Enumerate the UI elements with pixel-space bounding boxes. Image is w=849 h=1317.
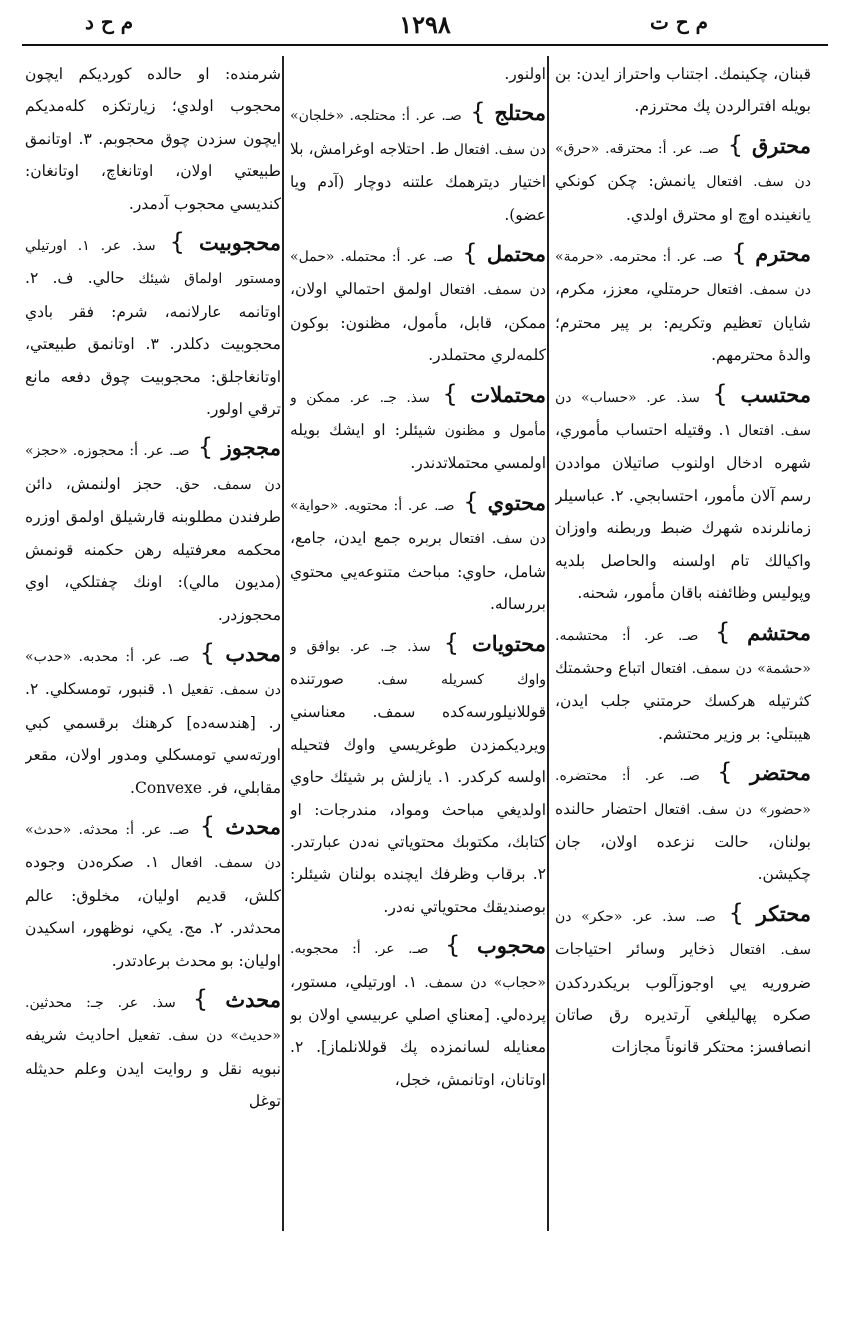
- entry-headword: محتمل: [486, 241, 546, 267]
- entry-etymology: صـ. عر. أ: محتلجه. «خلجان» دن سف. افتعال: [290, 108, 546, 158]
- brace-glyph: }: [454, 487, 488, 516]
- entry-definition: حجز اولنمش، دائن طرفندن مطلوبنه قارشيلق اولمق اوزره محكمه معرفتيله رهن حكمنه قونمش (مديون مالي): اونك چفتلكي، اوي محجوزدر.: [25, 474, 281, 624]
- brace-glyph: }: [715, 898, 757, 927]
- dictionary-entry: [290, 627, 546, 924]
- entry-etymology: صـ. عر. أ: محجوزه. «حجز» دن سمف. حق.: [25, 443, 281, 493]
- brace-glyph: }: [189, 638, 226, 667]
- dictionary-entry: [555, 756, 811, 891]
- dictionary-entry: [555, 58, 811, 123]
- entry-headword: محترق: [751, 132, 811, 158]
- entry-headword: محترم: [755, 241, 811, 267]
- brace-glyph: }: [718, 130, 752, 159]
- entry-headword: محدث: [225, 986, 281, 1012]
- entry-definition: اولمق احتمالي اولان، ممكن، قابل، مأمول، مظنون: بوكون كلمه‌لري محتملدر.: [290, 280, 546, 365]
- page-number: ١٢٩٨: [399, 10, 451, 39]
- brace-glyph: }: [175, 984, 226, 1013]
- entry-definition: قبنان، چکینمك. اجتناب واحتراز ايدن: بن بويله افترالردن پك محترزم.: [555, 65, 811, 116]
- entry-headword: محتضر: [750, 760, 811, 786]
- dictionary-entry: [25, 637, 281, 804]
- entry-definition: ١. صكره‌دن وجوده كلش، قديم اوليان، مخلوق: عالم محدثدر. ٢. مج. يكي، نوظهور، اسكيدن اوليان: بو محدث برعادتدر.: [25, 853, 281, 970]
- brace-glyph: }: [722, 239, 756, 268]
- entry-headword: محتشم: [747, 619, 811, 645]
- entry-definition: شرمنده: او حالده كورديكم ايچون محجوب اولدي؛ زيارتكزه كله‌مديكم ايچون سزدن چوق محجوبم. ٣. اوتانمق طبيعتي اولان، اوتانغاچ، اوتانغان: كنديسي محجوب آدمدر.: [25, 65, 281, 213]
- column-divider-right: [547, 56, 549, 1231]
- dictionary-entry: [555, 237, 811, 372]
- dictionary-entry: [290, 58, 546, 90]
- brace-glyph: }: [453, 239, 487, 268]
- entry-etymology: سذ. عر. جـ: محدثين. «حديث» دن سف. تفعيل: [25, 994, 281, 1045]
- entry-headword: محجوبيت: [198, 230, 281, 256]
- entry-etymology: صـ. عر. أ: محدثه. «حدث» دن سمف. افعال: [25, 821, 281, 872]
- entry-etymology: سذ. عر. ١. اورتيلي ومستور اولماق شيئك: [25, 238, 281, 288]
- entry-etymology: صـ. عر. أ: محدبه. «حدب» دن سمف. تفعيل: [25, 648, 281, 699]
- brace-glyph: }: [155, 228, 199, 257]
- entry-headword: محتملات: [470, 381, 546, 407]
- entry-definition: احتضار حالنده بولنان، حالت نزعده اولان، جان چكيشن.: [555, 799, 811, 884]
- dictionary-entry: [555, 897, 811, 1064]
- brace-glyph: }: [699, 379, 741, 408]
- entry-headword: محدث: [225, 813, 281, 839]
- column-divider-left: [282, 56, 284, 1231]
- entry-definition: حرمتلي، معزز، مكرم، شايان تعظيم وتكريم: بر پير محترم؛ والدهٔ محترمهم.: [555, 280, 811, 365]
- entry-definition: اولنور.: [504, 65, 546, 83]
- entry-definition: ذخاير وسائر احتياجات ضروريه يي اوجوزآلوب بريكدردكدن صكره پهاليلغي آرتديره رق صاتان انصافسز: محتكر قانوناً مجازات: [555, 940, 811, 1057]
- brace-glyph: }: [699, 758, 751, 787]
- column-left: [25, 58, 281, 1238]
- dictionary-entry: [290, 486, 546, 621]
- entry-definition: اتباع وحشمتك كثرتيله هركسك حرمتني جلب ايدن، هيبتلي: بر وزير محتشم.: [555, 658, 811, 743]
- header-left-guide: م ح د: [85, 10, 134, 34]
- entry-definition: ١. اورتيلي، مستور، پرده‌لي. [معناي اصلي عربيسي اولان بو معنايله لسانمزده پك قوللانلماز]. ٢. اوتانان، اوتانمش، خجل،: [290, 972, 546, 1089]
- brace-glyph: }: [698, 617, 748, 646]
- entry-headword: محتويات: [471, 630, 546, 656]
- entry-definition: ١. قنبور، تومسكلي. ٢. ر. [هندسه‌ده] كرهنك برقسمي كبي اورته‌سي تومسكلي ومدور اولان، مقعر مقابلي، فر. Convexe.: [25, 680, 281, 797]
- entry-definition: احاديث شريفه نبويه نقل و روايت ايدن وعلم حديثله توغل: [25, 1026, 281, 1111]
- column-right: [555, 58, 811, 1238]
- entry-headword: محتوي: [487, 489, 546, 515]
- brace-glyph: }: [429, 379, 471, 408]
- entry-definition: يانمش: چكن كونكي يانغينده اوچ او محترق اولدي.: [555, 172, 811, 224]
- entry-etymology: صـ. سذ. عر. «حكر» دن سف. افتعال: [555, 908, 811, 959]
- dictionary-entry: [25, 810, 281, 977]
- entry-etymology: صـ. عر. أ: محترمه. «حرمة» دن سمف. افتعال: [555, 249, 811, 299]
- dictionary-entry: [290, 378, 546, 480]
- entry-definition: شيئلر: او ايشك بويله اولمسي محتملاتدندر.: [290, 421, 546, 473]
- entry-etymology: صـ. عر. أ: محترقه. «حرق» دن سف. افتعال: [555, 140, 811, 191]
- dictionary-entry: [555, 378, 811, 610]
- entry-headword: مججوز: [221, 435, 281, 461]
- entry-etymology: سذ. عر. «حساب» دن سف. افتعال: [555, 389, 811, 440]
- dictionary-entry: [25, 58, 281, 220]
- dictionary-entry: [555, 616, 811, 751]
- dictionary-entry: [25, 226, 281, 425]
- entry-headword: محتكر: [756, 900, 811, 926]
- entry-etymology: صـ. عر. أ: محجوبه. «حجاب» دن سمف.: [290, 941, 546, 991]
- entry-definition: بربره جمع ايدن، جامع، شامل، حاوي: مباحث متنوعه‌يي محتوي بررساله.: [290, 529, 546, 614]
- entry-etymology: صـ. عر. أ: محتمله. «حمل» دن سمف. افتعال: [290, 249, 546, 299]
- dictionary-entry: [555, 129, 811, 231]
- header-right-guide: م ح ت: [650, 10, 709, 34]
- brace-glyph: }: [430, 628, 472, 657]
- entry-etymology: صـ. عر. أ: محتويه. «حواية» دن سف. افتعال: [290, 497, 546, 548]
- entry-headword: محدب: [225, 640, 281, 666]
- dictionary-entry: [290, 96, 546, 231]
- entry-definition: ١. وقتيله احتساب مأموري، شهره ادخال اولنوب صاتيلان مواددن رسم آلان مأمور، احتسابجي. ٢. عباسيلر زمانلرنده شهرك ضبط وربطنه واوزان واكيالك تام اولسنه والحاصل بلديه وپوليس وظائفنه باقان مأمور، شحنه.: [555, 421, 811, 603]
- brace-glyph: }: [189, 433, 222, 462]
- dictionary-entry: [25, 983, 281, 1118]
- entry-headword: محتسب: [740, 381, 811, 407]
- dictionary-entry: [290, 237, 546, 372]
- brace-glyph: }: [461, 98, 495, 127]
- header-rule: [22, 44, 828, 46]
- brace-glyph: }: [428, 931, 478, 960]
- dictionary-entry: [25, 431, 281, 630]
- entry-etymology: صـ. عر. أ: محتضره. «حضور» دن سف. افتعال: [555, 768, 811, 818]
- entry-etymology: صـ. عر. أ: محتشمه. «حشمة» دن سمف. افتعال: [555, 627, 811, 677]
- dictionary-entry: [290, 929, 546, 1096]
- entry-definition: حالي. ف. ٢. اوتانمه عارلانمه، شرم: فقر بادي محجوبيت دكلدر. ٣. اوتانمق طبيعتي، اوتانغاجلق: محجوبيت چوق دفعه مانع ترقي اولور.: [25, 269, 281, 419]
- entry-headword: محتلج: [494, 100, 546, 126]
- entry-etymology: سذ. جـ. عر. ممكن و مأمول و مظنون: [290, 389, 546, 440]
- entry-definition: ط. احتلاجه اوغرامش، بلا اختيار ديترهمك علتنه دوچار (آدم ويا عضو).: [290, 139, 546, 224]
- column-middle: [290, 58, 546, 1238]
- entry-headword: محجوب: [477, 933, 546, 959]
- brace-glyph: }: [189, 811, 226, 840]
- entry-etymology: سذ. جـ. عر. بوافق و واوك كسريله سف.: [290, 638, 546, 688]
- entry-definition: صورتنده قوللانيلورسه‌كده سمف. معناسني ويرديكمزدن طوغريسي واوك فتحيله اولسه كركدر. ١. يازلش بر شيئك حاوي اولديغي مباحث ومواد، مندرجات: او كتابك، مكتوبك محتوياتي نه‌دن عبارتدر. ٢. برقاب وظرفك ايچنده بولنان شيئلر: بوصنديقك محتوياتي نه‌در.: [290, 669, 546, 916]
